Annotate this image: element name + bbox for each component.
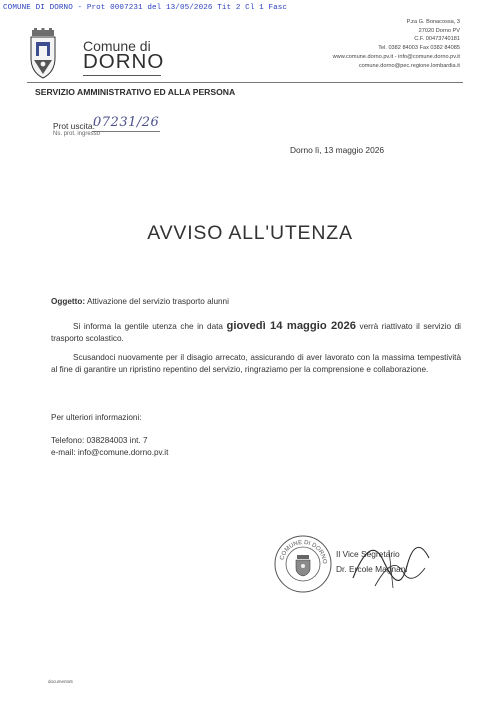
announcement-after: verrà riattivato il servizio di trasporto scolastico.: [51, 322, 461, 343]
contact-address: P.za G. Bonacossa, 3: [406, 19, 460, 25]
subject-line: [51, 297, 229, 306]
comune-name: DORNO: [83, 50, 165, 73]
municipal-seal-stamp: [273, 534, 333, 594]
name-underline: [83, 75, 161, 76]
date-line: Dorno lì, 13 maggio 2026: [290, 145, 385, 155]
department-title: SERVIZIO AMMINISTRATIVO ED ALLA PERSONA: [35, 87, 236, 97]
protocol-ingresso-label: Ns. prot. ingresso: [53, 131, 101, 137]
contact-tax-code: C.F. 00473740181: [414, 36, 460, 43]
footer-doc-id: documento5: [48, 679, 73, 684]
signatory-name: Dr. Ercole Magnani: [336, 564, 408, 574]
apology-text: Scusandoci nuovamente per il disagio arrecato, assicurando di aver lavorato con la massima tempestività al fine di garantire un ripristino repentino del servizio, ringraziamo per la comprensione e collaborazione.: [51, 353, 461, 374]
municipal-crest-icon: [28, 28, 58, 80]
comune-di-label: Comune di: [83, 38, 151, 54]
signatory-role: Il Vice Segretario: [336, 549, 400, 559]
notice-title: AVVISO ALL'UTENZA: [147, 222, 353, 244]
paragraph-announcement: [51, 320, 461, 345]
subject-label: Oggetto:: [51, 297, 86, 306]
protocol-handwritten-number: 07231/26: [93, 115, 160, 130]
paragraph-apology: [51, 352, 461, 376]
seal-text: COMUNE DI DORNO: [279, 539, 328, 565]
subject-text: Attivazione del servizio trasporto alunni: [86, 297, 229, 306]
contact-phone-fax: Tel. 0382 84003 Fax 0382 84085: [378, 45, 460, 52]
contact-city: 27020 Dorno PV: [418, 27, 460, 34]
info-heading: Per ulteriori informazioni:: [51, 413, 142, 422]
protocol-underline: [92, 131, 160, 132]
protocol-label: Prot uscita:: [53, 121, 95, 131]
protocol-stamp-line: COMUNE DI DORNO - Prot 0007231 del 13/05/2026 Tit 2 Cl 1 Fasc: [3, 4, 288, 12]
contact-pec: comune.dorno@pec.regione.lombardia.it: [358, 62, 460, 69]
contact-web-email: www.comune.dorno.pv.it - info@comune.dorno.pv.it: [332, 53, 460, 60]
contact-block: [333, 18, 460, 70]
phone-line: Telefono: 038284003 int. 7: [51, 436, 148, 445]
header-divider: [27, 82, 463, 83]
announcement-date: giovedì 14 maggio 2026: [226, 320, 356, 332]
email-line: e-mail: info@comune.dorno.pv.it: [51, 448, 169, 457]
handwritten-signature: [345, 538, 435, 598]
announcement-before: Si informa la gentile utenza che in data: [73, 322, 223, 331]
